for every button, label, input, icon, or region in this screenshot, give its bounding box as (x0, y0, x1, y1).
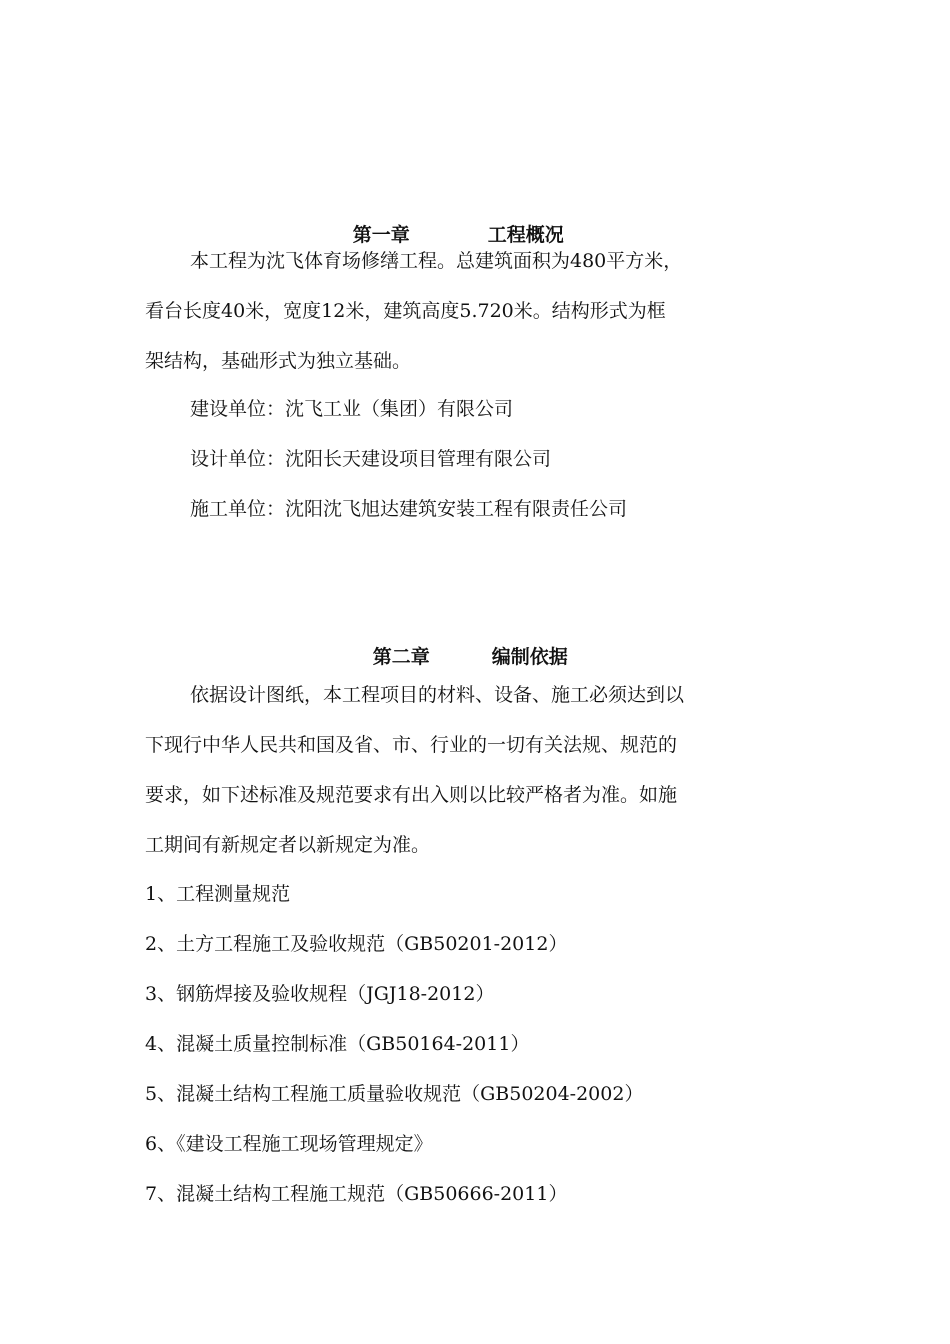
paragraph-line: 看台长度40米，宽度12米，建筑高度5.720米。结构形式为框 (145, 300, 666, 322)
standards-list-item: 4、混凝土质量控制标准（GB50164-2011） (145, 1033, 530, 1055)
paragraph-line: 依据设计图纸，本工程项目的材料、设备、施工必须达到以 (190, 684, 685, 706)
chapter-1-title: 工程概况 (487, 224, 564, 246)
chapter-2-paragraph (145, 670, 785, 870)
chapter-2-title: 编制依据 (491, 646, 568, 668)
standards-list-item: 6、《建设工程施工现场管理规定》 (145, 1133, 433, 1155)
chapter-2-number: 第二章 (372, 646, 430, 668)
design-unit: 设计单位：沈阳长天建设项目管理有限公司 (190, 448, 552, 470)
paragraph-line: 下现行中华人民共和国及省、市、行业的一切有关法规、规范的 (145, 734, 678, 756)
standards-list-item: 7、混凝土结构工程施工规范（GB50666-2011） (145, 1183, 568, 1205)
chapter-1-number: 第一章 (352, 224, 410, 246)
standards-list-item: 5、混凝土结构工程施工质量验收规范（GB50204-2002） (145, 1083, 644, 1105)
contractor-unit: 施工单位：沈阳沈飞旭达建筑安装工程有限责任公司 (190, 498, 628, 520)
paragraph-line: 工期间有新规定者以新规定为准。 (145, 834, 431, 856)
standards-list-item: 1、工程测量规范 (145, 883, 291, 905)
standards-list-item: 3、钢筋焊接及验收规程（JGJ18-2012） (145, 983, 495, 1005)
paragraph-line: 要求，如下述标准及规范要求有出入则以比较严格者为准。如施 (145, 784, 678, 806)
paragraph-line: 架结构，基础形式为独立基础。 (145, 350, 412, 372)
standards-list-item: 2、土方工程施工及验收规范（GB50201-2012） (145, 933, 568, 955)
paragraph-line: 本工程为沈飞体育场修缮工程。总建筑面积为480平方米， (190, 250, 683, 272)
construction-unit: 建设单位：沈飞工业（集团）有限公司 (190, 398, 514, 420)
chapter-1-paragraph (145, 236, 785, 386)
